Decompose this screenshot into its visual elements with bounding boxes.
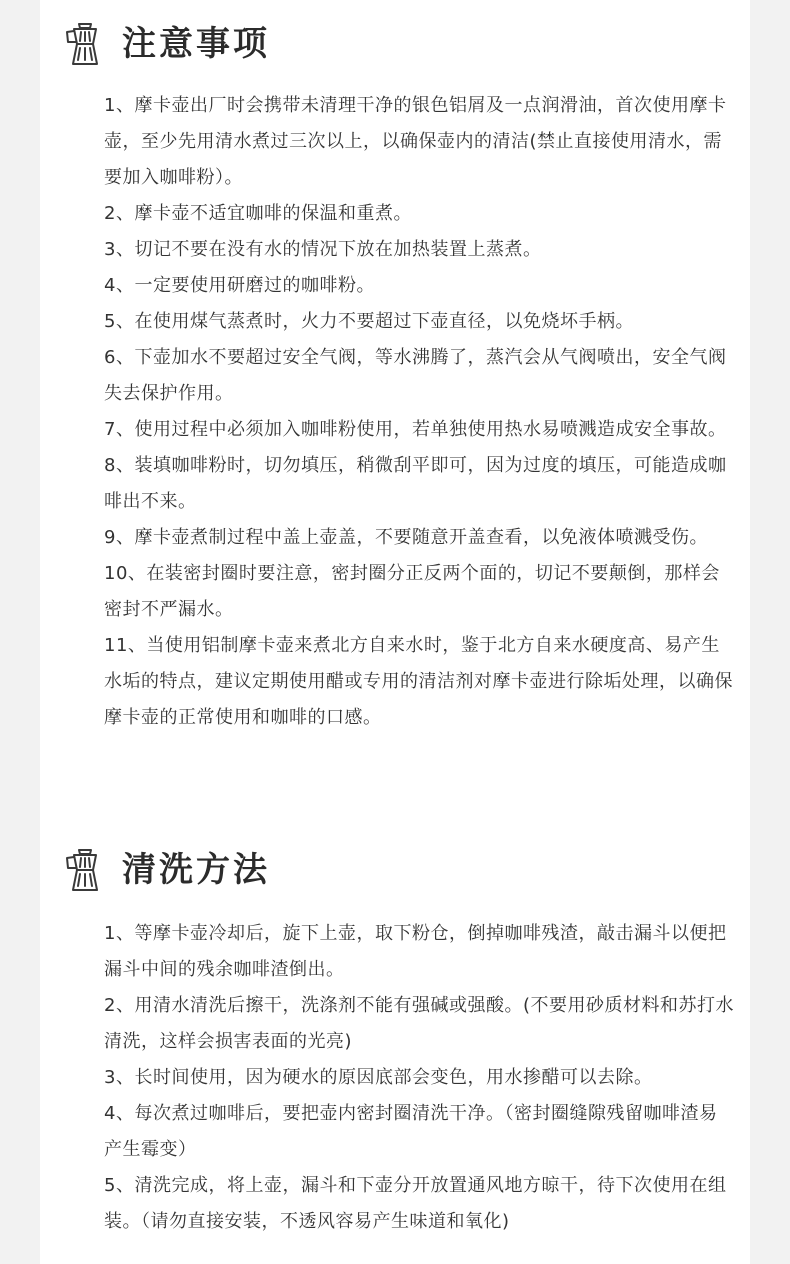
list-item: 10、在装密封圈时要注意，密封圈分正反两个面的，切记不要颠倒，那样会密封不严漏水。 — [104, 563, 720, 620]
list-item: 11、当使用铝制摩卡壶来煮北方自来水时，鉴于北方自来水硬度高、易产生水垢的特点，建议定期使用醋或专用的清洁剂对摩卡壶进行除垢处理，以确保摩卡壶的正常使用和咖啡的口感。 — [104, 635, 733, 728]
list-item: 1、等摩卡壶冷却后，旋下上壶，取下粉仓，倒掉咖啡残渣，敲击漏斗以便把漏斗中间的残余咖啡渣倒出。 — [104, 923, 727, 980]
moka-pot-icon — [62, 846, 108, 894]
list-item: 7、使用过程中必须加入咖啡粉使用，若单独使用热水易喷溅造成安全事故。 — [104, 419, 727, 440]
content-card — [40, 0, 750, 1264]
moka-pot-icon — [62, 20, 108, 68]
list-item: 8、装填咖啡粉时，切勿填压，稍微刮平即可，因为过度的填压，可能造成咖啡出不来。 — [104, 455, 727, 512]
list-item: 5、清洗完成，将上壶，漏斗和下壶分开放置通风地方晾干，待下次使用在组装。（请勿直接安装，不透风容易产生味道和氧化) — [104, 1175, 727, 1232]
list-item: 2、摩卡壶不适宜咖啡的保温和重煮。 — [104, 203, 412, 224]
list-item: 5、在使用煤气蒸煮时，火力不要超过下壶直径，以免烧坏手柄。 — [104, 311, 634, 332]
section-header — [62, 14, 270, 74]
list-item: 4、一定要使用研磨过的咖啡粉。 — [104, 275, 375, 296]
list-item: 1、摩卡壶出厂时会携带未清理干净的银色铝屑及一点润滑油，首次使用摩卡壶，至少先用清水煮过三次以上，以确保壶内的清洁(禁止直接使用清水，需要加入咖啡粉）。 — [104, 95, 727, 188]
section-title: 注意事项 — [122, 24, 270, 64]
list-item: 4、每次煮过咖啡后，要把壶内密封圈清洗干净。（密封圈缝隙残留咖啡渣易产生霉变） — [104, 1103, 718, 1160]
list-item: 3、长时间使用，因为硬水的原因底部会变色，用水掺醋可以去除。 — [104, 1067, 653, 1088]
section-title: 清洗方法 — [122, 850, 270, 890]
section-header — [62, 840, 270, 900]
cleaning-list — [104, 916, 734, 1240]
list-item: 6、下壶加水不要超过安全气阀，等水沸腾了，蒸汽会从气阀喷出，安全气阀失去保护作用。 — [104, 347, 727, 404]
list-item: 3、切记不要在没有水的情况下放在加热装置上蒸煮。 — [104, 239, 542, 260]
list-item: 2、用清水清洗后擦干，洗涤剂不能有强碱或强酸。(不要用砂质材料和苏打水清洗，这样会损害表面的光亮) — [104, 995, 734, 1052]
notes-list — [104, 88, 734, 736]
list-item: 9、摩卡壶煮制过程中盖上壶盖，不要随意开盖查看，以免液体喷溅受伤。 — [104, 527, 708, 548]
